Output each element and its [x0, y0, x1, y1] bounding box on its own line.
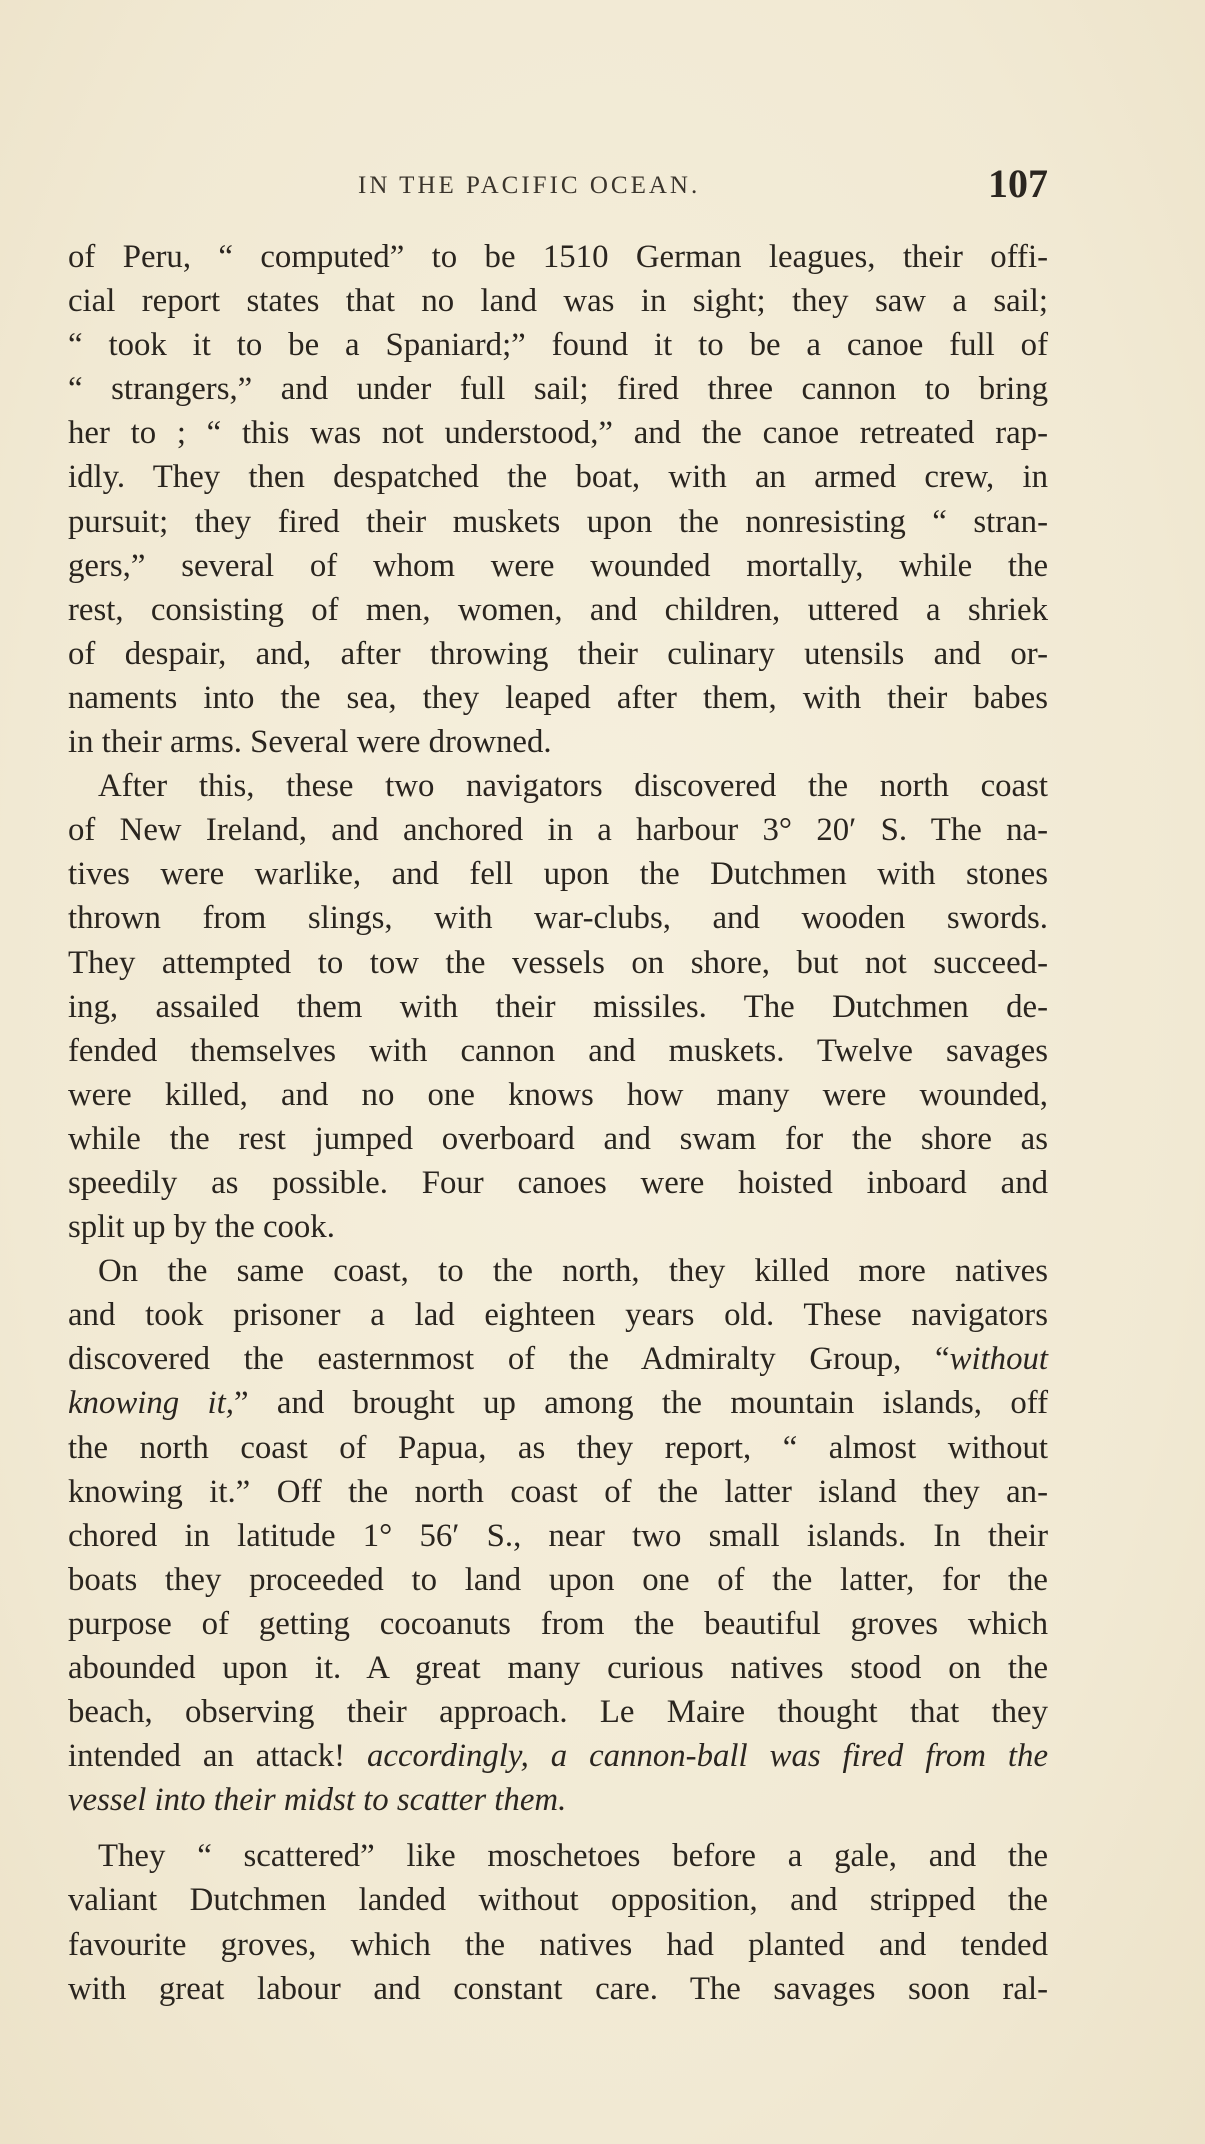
text-line: thrown from slings, with war-clubs, and wooden swords. — [68, 900, 1048, 937]
text-line: split up by the cook. — [68, 1209, 335, 1246]
text-segment: intended an attack! — [68, 1738, 346, 1775]
text-line: fended themselves with cannon and muskets. Twelve savages — [68, 1032, 1048, 1069]
page-header — [68, 160, 1048, 210]
text-line — [68, 1381, 1048, 1425]
text-line: with great labour and constant care. The savages soon ral- — [68, 1970, 1048, 2007]
text-line: ing, assailed them with their missiles. The Dutchmen de- — [68, 988, 1048, 1025]
text-line — [68, 1337, 1048, 1381]
text-line: of New Ireland, and anchored in a harbour 3° 20′ S. The na- — [68, 812, 1048, 849]
text-line: in their arms. Several were drowned. — [68, 724, 552, 761]
text-line: naments into the sea, they leaped after them, with their babes — [68, 679, 1048, 716]
text-line: After this, these two navigators discovered the north coast — [98, 768, 1048, 805]
body-text — [68, 235, 1048, 2011]
text-line: gers,” several of whom were wounded mortally, while the — [68, 547, 1048, 584]
text-line: rest, consisting of men, women, and children, uttered a shriek — [68, 591, 1048, 628]
text-segment: ” and brought up among the mountain islands, off — [233, 1385, 1048, 1422]
text-line: her to ; “ this was not understood,” and the canoe retreated rap- — [68, 415, 1048, 452]
text-line: On the same coast, to the north, they killed more natives — [98, 1253, 1048, 1290]
text-line: They attempted to tow the vessels on shore, but not succeed- — [68, 944, 1048, 981]
text-line — [68, 1734, 1048, 1778]
text-line: chored in latitude 1° 56′ S., near two small islands. In their — [68, 1517, 1048, 1554]
text-line: knowing it.” Off the north coast of the latter island they an- — [68, 1473, 1048, 1510]
text-line: of despair, and, after throwing their culinary utensils and or- — [68, 635, 1048, 672]
text-line: favourite groves, which the natives had planted and tended — [68, 1926, 1048, 1963]
text-line: beach, observing their approach. Le Maire thought that they — [68, 1694, 1048, 1731]
text-line: while the rest jumped overboard and swam for the shore as — [68, 1120, 1048, 1157]
text-segment: discovered the easternmost of the Admiralty Group, “ — [68, 1341, 950, 1378]
running-head: IN THE PACIFIC OCEAN. — [358, 172, 701, 199]
text-line: “ took it to be a Spaniard;” found it to be a canoe full of — [68, 327, 1048, 364]
text-line: pursuit; they fired their muskets upon the nonresisting “ stran- — [68, 503, 1048, 540]
italic-segment: without — [949, 1341, 1048, 1378]
text-line: tives were warlike, and fell upon the Dutchmen with stones — [68, 856, 1048, 893]
text-line: were killed, and no one knows how many were wounded, — [68, 1076, 1048, 1113]
text-line: the north coast of Papua, as they report, “ almost without — [68, 1429, 1048, 1466]
paragraph-gap — [68, 1822, 1048, 1834]
italic-segment: knowing it, — [68, 1385, 234, 1422]
text-line: and took prisoner a lad eighteen years old. These navigators — [68, 1297, 1048, 1334]
text-line: vessel into their midst to scatter them. — [68, 1782, 567, 1819]
text-line: purpose of getting cocoanuts from the beautiful groves which — [68, 1605, 1048, 1642]
text-line: abounded upon it. A great many curious natives stood on the — [68, 1650, 1048, 1686]
text-line: of Peru, “ computed” to be 1510 German leagues, their offi- — [68, 239, 1048, 275]
page-number: 107 — [988, 161, 1048, 206]
text-line: valiant Dutchmen landed without opposition, and stripped the — [68, 1882, 1048, 1919]
italic-segment: accordingly, a cannon-ball was fired from the — [366, 1738, 1049, 1775]
text-line: “ strangers,” and under full sail; fired three cannon to bring — [68, 371, 1048, 408]
text-line: speedily as possible. Four canoes were hoisted inboard and — [68, 1164, 1048, 1201]
text-line: boats they proceeded to land upon one of the latter, for the — [68, 1561, 1048, 1598]
text-line: cial report states that no land was in sight; they saw a sail; — [68, 283, 1048, 320]
text-line: idly. They then despatched the boat, with an armed crew, in — [68, 459, 1048, 496]
text-line: They “ scattered” like moschetoes before a gale, and the — [98, 1838, 1048, 1875]
